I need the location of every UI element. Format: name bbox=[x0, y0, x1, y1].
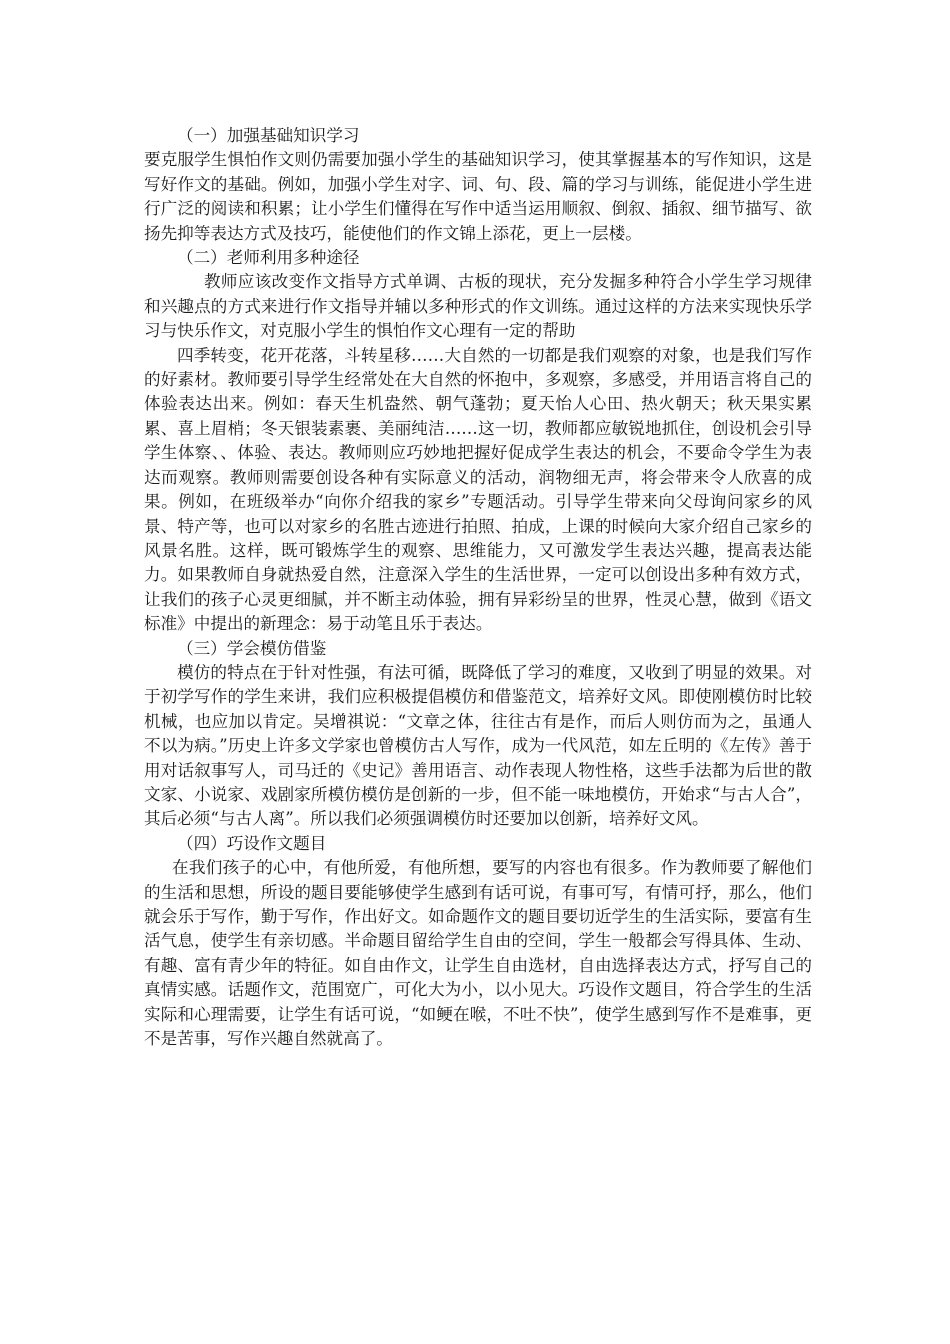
section-2-paragraph-2: 四季转变，花开花落，斗转星移……大自然的一切都是我们观察的对象，也是我们写作的好素材。教师要引导学生经常处在大自然的怀抱中，多观察，多感受，并用语言将自己的体验表达出来。例如：春天生机盎然、朝气蓬勃；夏天怡人心田、热火朝天；秋天果实累累、喜上眉梢；冬天银装素裹、美丽纯洁……这一切，教师都应敏锐地抓住，创设机会引导学生体察、、体验、表达。教师则应巧妙地把握好促成学生表达的机会，不要命令学生为表达而观察。教师则需要创设各种有实际意义的活动，润物细无声，将会带来令人欣喜的成果。例如，在班级举办“向你介绍我的家乡”专题活动。引导学生带来向父母询问家乡的风景、特产等，也可以对家乡的名胜古迹进行拍照、拍成，上课的时候向大家介绍自己家乡的风景名胜。这样，既可锻炼学生的观察、思维能力，又可激发学生表达兴趣，提高表达能力。如果教师自身就热爱自然，注意深入学生的生活世界，一定可以创设出多种有效方式，让我们的孩子心灵更细腻，并不断主动体验，拥有异彩纷呈的世界，性灵心慧，做到《语文标准》中提出的新理念：易于动笔且乐于表达。 bbox=[144, 345, 812, 634]
section-heading-3: （三）学会模仿借鉴 bbox=[177, 638, 327, 658]
document-page bbox=[144, 124, 812, 1051]
section-heading-2: （二）老师利用多种途径 bbox=[177, 248, 360, 268]
section-4-paragraph-1: 在我们孩子的心中，有他所爱，有他所想，要写的内容也有很多。作为教师要了解他们的生活和思想，所设的题目要能够使学生感到有话可说，有事可写，有情可抒，那么，他们就会乐于写作，勤于写作，作出好文。如命题作文的题目要切近学生的生活实际，要富有生活气息，使学生有亲切感。半命题目留给学生自由的空间，学生一般都会写得具体、生动、有趣、富有青少年的特征。如自由作文，让学生自由选材，自由选择表达方式，抒写自己的真情实感。话题作文，范围宽广，可化大为小，以小见大。巧设作文题目，符合学生的生活实际和心理需要，让学生有话可说，“如鲠在喉，不吐不快”，使学生感到写作不是难事，更不是苦事，写作兴趣自然就高了。 bbox=[144, 858, 812, 1049]
section-2-paragraph-1: 教师应该改变作文指导方式单调、古板的现状，充分发掘多种符合小学生学习规律和兴趣点的方式来进行作文指导并辅以多种形式的作文训练。通过这样的方法来实现快乐学习与快乐作文，对克服小学生的惧怕作文心理有一定的帮助 bbox=[144, 272, 812, 341]
section-3-paragraph-1: 模仿的特点在于针对性强，有法可循，既降低了学习的难度，又收到了明显的效果。对于初学写作的学生来讲，我们应积极提倡模仿和借鉴范文，培养好文风。即使刚模仿时比较机械，也应加以肯定。吴增祺说：“文章之体，往往古有是作，而后人则仿而为之，虽通人不以为病。”历史上许多文学家也曾模仿古人写作，成为一代风范，如左丘明的《左传》善于用对话叙事写人，司马迁的《史记》善用语言、动作表现人物性格，这些手法都为后世的散文家、小说家、戏剧家所模仿模仿是创新的一步，但不能一味地模仿，开始求“与古人合”，其后必须“与古人离”。所以我们必须强调模仿时还要加以创新，培养好文风。 bbox=[144, 662, 812, 829]
section-1-paragraph-1: 要克服学生惧怕作文则仍需要加强小学生的基础知识学习，使其掌握基本的写作知识，这是写好作文的基础。例如，加强小学生对字、词、句、段、篇的学习与训练，能促进小学生进行广泛的阅读和积累；让小学生们懂得在写作中适当运用顺叙、倒叙、插叙、细节描写、欲扬先抑等表达方式及技巧，能使他们的作文锦上添花，更上一层楼。 bbox=[144, 150, 812, 243]
section-heading-1: （一）加强基础知识学习 bbox=[177, 126, 360, 145]
section-heading-4: （四）巧设作文题目 bbox=[177, 833, 327, 853]
